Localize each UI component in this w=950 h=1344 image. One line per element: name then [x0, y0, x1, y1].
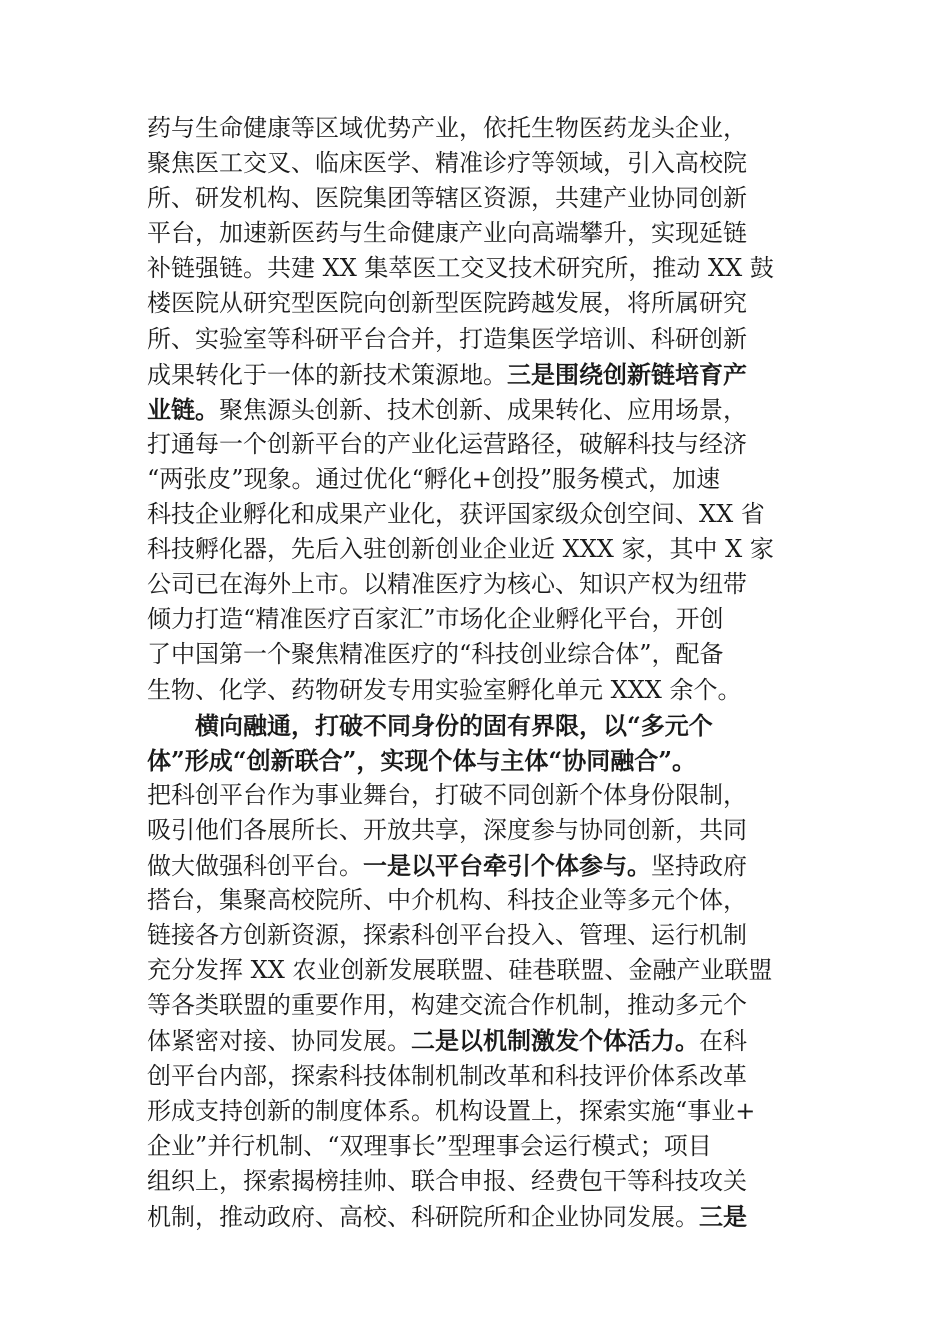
text-line: [147, 1199, 807, 1234]
text-line: [147, 427, 807, 462]
text-line: [147, 848, 807, 883]
text-line: [147, 497, 807, 532]
text-line: [147, 1023, 807, 1058]
text-run: 公司已在海外上市。以精准医疗为核心、知识产权为纽带: [147, 570, 747, 599]
text-line: [147, 357, 807, 392]
text-run: 坚持政府: [651, 851, 747, 880]
text-line: [147, 637, 807, 672]
text-line: [147, 918, 807, 953]
text-run: 充分发挥 XX 农业创新发展联盟、硅巷联盟、金融产业联盟: [147, 956, 773, 985]
document-page: [147, 111, 807, 1234]
text-run: 楼医院从研究型医院向创新型医院跨越发展，将所属研究: [147, 289, 747, 318]
text-run: “两张皮”现象。通过优化“孵化+创投”服务模式，加速: [147, 464, 721, 493]
bold-run: 二是以机制激发个体活力。: [411, 1026, 699, 1056]
text-run: 科技孵化器，先后入驻创新创业企业近 XXX 家，其中 X 家: [147, 535, 774, 564]
text-line: [147, 181, 807, 216]
text-run: 成果转化于一体的新技术策源地。: [147, 360, 507, 389]
text-line: [147, 111, 807, 146]
text-run: 所、研发机构、医院集团等辖区资源，共建产业协同创新: [147, 184, 747, 213]
text-run: 科技企业孵化和成果产业化，获评国家级众创空间、XX 省: [147, 500, 765, 529]
text-run: 组织上，探索揭榜挂帅、联合申报、经费包干等科技攻关: [147, 1166, 747, 1195]
bold-run: 横向融通，打破不同身份的固有界限，以“多元个: [195, 710, 713, 740]
text-line: [147, 392, 807, 427]
text-line: [147, 1059, 807, 1094]
text-run: 形成支持创新的制度体系。机构设置上，探索实施“事业+: [147, 1096, 756, 1125]
text-line: [147, 1129, 807, 1164]
text-run: 企业”并行机制、“双理事长”型理事会运行模式；项目: [147, 1131, 712, 1160]
text-run: 平台，加速新医药与生命健康产业向高端攀升，实现延链: [147, 219, 747, 248]
text-line: [147, 743, 807, 778]
bold-run: 三是围绕创新链培育产: [507, 359, 747, 389]
text-line: [147, 322, 807, 357]
text-run: 聚焦医工交叉、临床医学、精准诊疗等领域，引入高校院: [147, 149, 747, 178]
text-run: 体紧密对接、协同发展。: [147, 1027, 411, 1056]
text-line: [147, 286, 807, 321]
text-run: 创平台内部，探索科技体制机制改革和科技评价体系改革: [147, 1061, 747, 1090]
text-run: 在科: [699, 1027, 747, 1056]
text-run: 药与生命健康等区域优势产业，依托生物医药龙头企业，: [147, 114, 747, 142]
text-line: [147, 673, 807, 708]
text-line: [147, 146, 807, 181]
text-run: 搭台，集聚高校院所、中介机构、科技企业等多元个体，: [147, 886, 747, 915]
text-run: 倾力打造“精准医疗百家汇”市场化企业孵化平台，开创: [147, 605, 724, 634]
text-line: [147, 708, 807, 743]
text-line: [147, 1164, 807, 1199]
text-line: [147, 778, 807, 813]
text-line: [147, 216, 807, 251]
bold-run: 一是以平台牵引个体参与。: [363, 850, 651, 880]
text-run: 打通每一个创新平台的产业化运营路径，破解科技与经济: [147, 429, 747, 458]
text-run: 做大做强科创平台。: [147, 851, 363, 880]
paragraph-2: [147, 708, 807, 1234]
text-line: [147, 567, 807, 602]
bold-run: 业链。: [147, 394, 219, 424]
text-line: [147, 883, 807, 918]
bold-run: 体”形成“创新联合”，实现个体与主体“协同融合”。: [147, 745, 697, 775]
text-line: [147, 1094, 807, 1129]
text-line: [147, 953, 807, 988]
text-run: 生物、化学、药物研发专用实验室孵化单元 XXX 余个。: [147, 675, 742, 704]
text-run: 了中国第一个聚焦精准医疗的“科技创业综合体”，配备: [147, 640, 724, 669]
text-run: 把科创平台作为事业舞台，打破不同创新个体身份限制，: [147, 780, 747, 809]
text-line: [147, 602, 807, 637]
text-run: 等各类联盟的重要作用，构建交流合作机制，推动多元个: [147, 991, 747, 1020]
text-run: 所、实验室等科研平台合并，打造集医学培训、科研创新: [147, 324, 747, 353]
text-line: [147, 813, 807, 848]
text-line: [147, 462, 807, 497]
text-line: [147, 251, 807, 286]
text-run: 链接各方创新资源，探索科创平台投入、管理、运行机制: [147, 921, 747, 950]
text-line: [147, 532, 807, 567]
bold-run: 三是: [699, 1201, 747, 1231]
text-run: 机制，推动政府、高校、科研院所和企业协同发展。: [147, 1202, 699, 1231]
text-line: [147, 988, 807, 1023]
text-run: 吸引他们各展所长、开放共享，深度参与协同创新，共同: [147, 815, 747, 844]
paragraph-1: [147, 111, 807, 708]
text-run: 补链强链。共建 XX 集萃医工交叉技术研究所，推动 XX 鼓: [147, 254, 774, 283]
text-run: 聚焦源头创新、技术创新、成果转化、应用场景，: [219, 395, 747, 424]
